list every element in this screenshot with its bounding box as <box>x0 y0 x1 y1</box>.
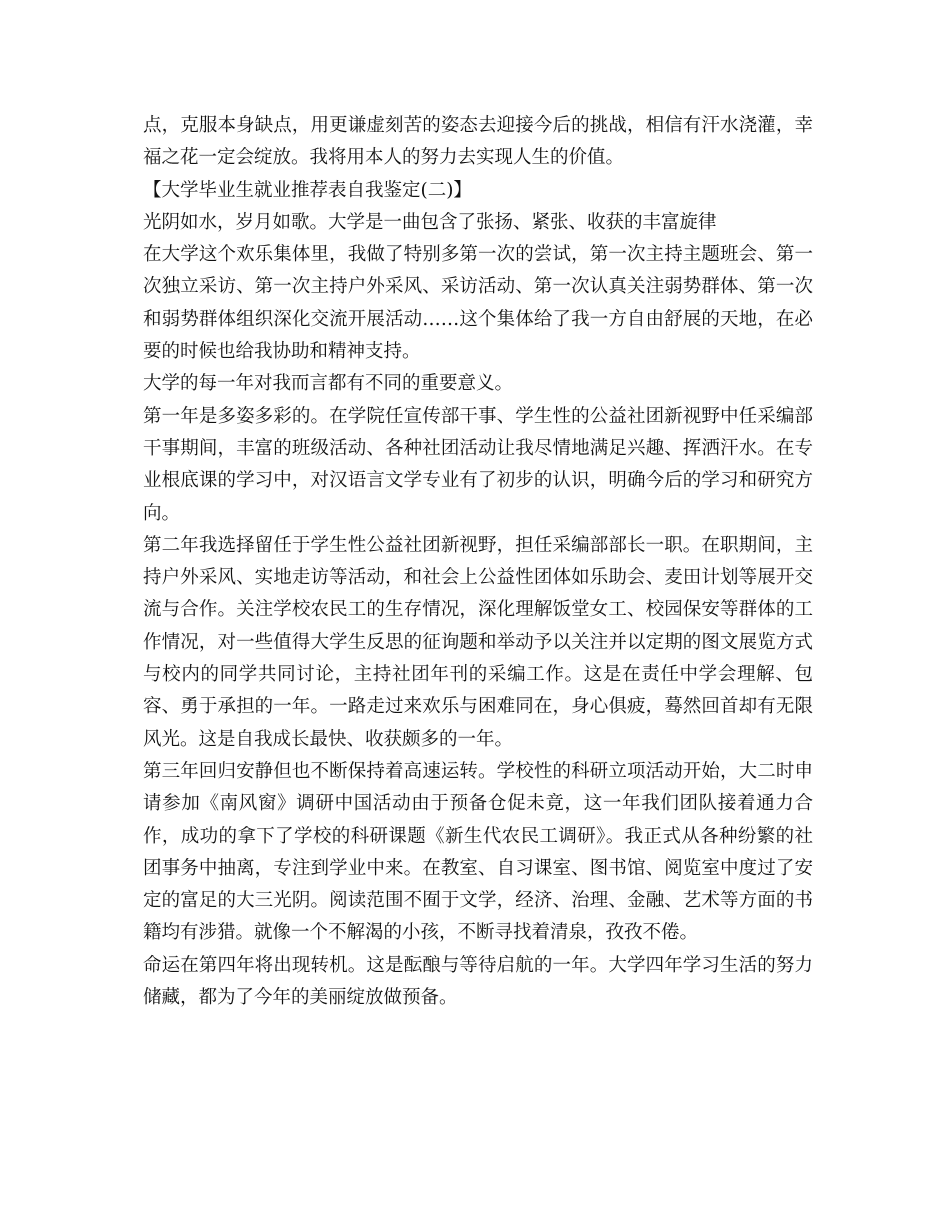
document-page <box>143 110 813 1014</box>
paragraph-year-one: 第一年是多姿多彩的。在学院任宣传部干事、学生性的公益社团新视野中任采编部干事期间，丰富的班级活动、各种社团活动让我尽情地满足兴趣、挥洒汗水。在专业根底课的学习中，对汉语言文学专业有了初步的认识，明确今后的学习和研究方向。 <box>143 405 813 524</box>
paragraph-continuation: 点，克服本身缺点，用更谦虚刻苦的姿态去迎接今后的挑战，相信有汗水浇灌，幸福之花一定会绽放。我将用本人的努力去实现人生的价值。 <box>143 115 813 169</box>
paragraph-each-year: 大学的每一年对我而言都有不同的重要意义。 <box>143 373 514 395</box>
paragraph-year-three: 第三年回归安静但也不断保持着高速运转。学校性的科研立项活动开始，大二时申请参加《南风窗》调研中国活动由于预备仓促未竟，这一年我们团队接着通力合作，成功的拿下了学校的科研课题《新生代农民工调研》。我正式从各种纷繁的社团事务中抽离，专注到学业中来。在教室、自习课室、图书馆、阅览室中度过了安定的富足的大三光阴。阅读范围不囿于文学，经济、治理、金融、艺术等方面的书籍均有涉猎。就像一个不解渴的小孩，不断寻找着清泉，孜孜不倦。 <box>143 760 813 944</box>
paragraph-firsts: 在大学这个欢乐集体里，我做了特别多第一次的尝试，第一次主持主题班会、第一次独立采访、第一次主持户外采风、采访活动、第一次认真关注弱势群体、第一次和弱势群体组织深化交流开展活动……这个集体给了我一方自由舒展的天地，在必要的时候也给我协助和精神支持。 <box>143 244 813 363</box>
paragraph-year-four: 命运在第四年将出现转机。这是酝酿与等待启航的一年。大学四年学习生活的努力储藏，都为了今年的美丽绽放做预备。 <box>143 954 813 1009</box>
paragraph-year-two: 第二年我选择留任于学生性公益社团新视野，担任采编部部长一职。在职期间，主持户外采风、实地走访等活动，和社会上公益性团体如乐助会、麦田计划等展开交流与合作。关注学校农民工的生存情况，深化理解饭堂女工、校园保安等群体的工作情况，对一些值得大学生反思的征询题和举动予以关注并以定期的图文展览方式与校内的同学共同讨论，主持社团年刊的采编工作。这是在责任中学会理解、包容、勇于承担的一年。一路走过来欢乐与困难同在，身心俱疲，蓦然回首却有无限风光。这是自我成长最快、收获颇多的一年。 <box>143 534 813 750</box>
section-title: 【大学毕业生就业推荐表自我鉴定(二)】 <box>143 179 472 201</box>
paragraph-intro: 光阴如水，岁月如歌。大学是一曲包含了张扬、紧张、收获的丰富旋律 <box>143 211 717 233</box>
